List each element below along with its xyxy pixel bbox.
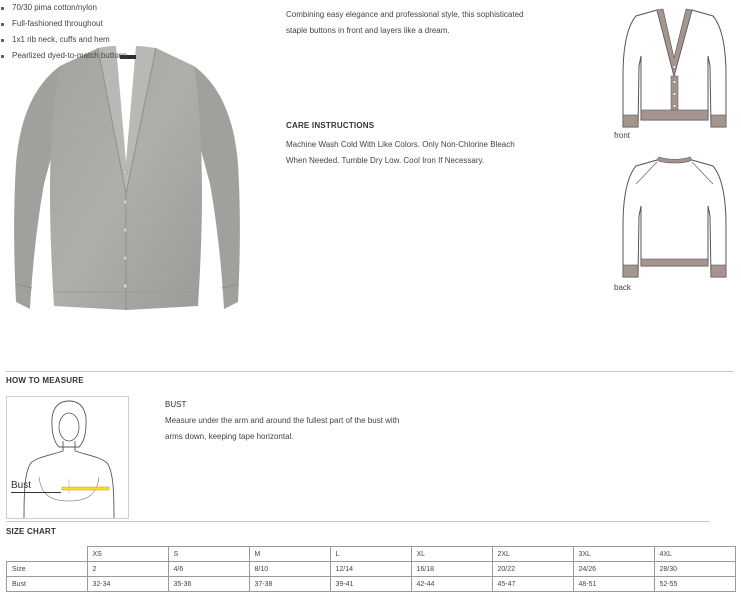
front-view-sketch	[612, 6, 737, 130]
table-cell: 2	[87, 562, 168, 577]
table-cell: 37-38	[249, 577, 330, 592]
cardigan-product-photo	[8, 44, 248, 314]
table-header-cell: 3XL	[573, 547, 654, 562]
table-cell: 24/26	[573, 562, 654, 577]
table-header-cell: XS	[87, 547, 168, 562]
size-chart-title: SIZE CHART	[6, 527, 56, 536]
bust-instructions: Measure under the arm and around the fullest part of the bust with arms down, keeping tape horizontal.	[165, 416, 400, 441]
table-cell: 52-55	[654, 577, 735, 592]
table-header-cell: 2XL	[492, 547, 573, 562]
table-header-cell: M	[249, 547, 330, 562]
front-view-label: front	[614, 131, 631, 140]
feature-item: Pearlized dyed-to-match buttons	[0, 48, 741, 64]
table-row-label: Size	[7, 562, 88, 577]
table-cell: 32-34	[87, 577, 168, 592]
table-cell: 20/22	[492, 562, 573, 577]
table-cell: 12/14	[330, 562, 411, 577]
table-row	[7, 577, 736, 592]
table-cell: 4/6	[168, 562, 249, 577]
table-header-cell: XL	[411, 547, 492, 562]
care-instructions-title: CARE INSTRUCTIONS	[286, 121, 375, 130]
product-description: Combining easy elegance and professional style, this sophisticated staple buttons in front and layers like a dream.	[286, 10, 524, 35]
feature-item: 70/30 pima cotton/nylon	[0, 0, 741, 16]
table-cell: 42-44	[411, 577, 492, 592]
table-header-cell: 4XL	[654, 547, 735, 562]
table-cell: 28/30	[654, 562, 735, 577]
feature-item: Full-fashioned throughout	[0, 16, 741, 32]
bust-figure-label: Bust	[11, 480, 32, 491]
section-divider	[6, 371, 734, 372]
section-divider	[6, 521, 710, 522]
table-cell: 35-36	[168, 577, 249, 592]
table-header-cell: S	[168, 547, 249, 562]
table-row	[7, 562, 736, 577]
how-to-measure-title: HOW TO MEASURE	[6, 376, 84, 385]
table-cell: 45-47	[492, 577, 573, 592]
bust-heading: BUST	[165, 400, 187, 409]
table-header-cell: L	[330, 547, 411, 562]
back-view-sketch	[612, 156, 737, 280]
table-row-label: Bust	[7, 577, 88, 592]
measure-figure	[6, 396, 129, 519]
bust-pointer-line	[11, 492, 61, 493]
table-corner-cell	[7, 547, 88, 562]
table-cell: 39-41	[330, 577, 411, 592]
table-cell: 8/10	[249, 562, 330, 577]
feature-item: 1x1 rib neck, cuffs and hem	[0, 32, 741, 48]
table-row	[7, 547, 736, 562]
care-instructions-text: Machine Wash Cold With Like Colors. Only Non-Chlorine Bleach When Needed. Tumble Dry Low. Cool Iron If Necessary.	[286, 140, 515, 165]
back-view-label: back	[614, 283, 631, 292]
table-cell: 48-51	[573, 577, 654, 592]
size-chart-table	[6, 546, 736, 592]
table-cell: 16/18	[411, 562, 492, 577]
woman-bust-illustration	[7, 397, 128, 518]
